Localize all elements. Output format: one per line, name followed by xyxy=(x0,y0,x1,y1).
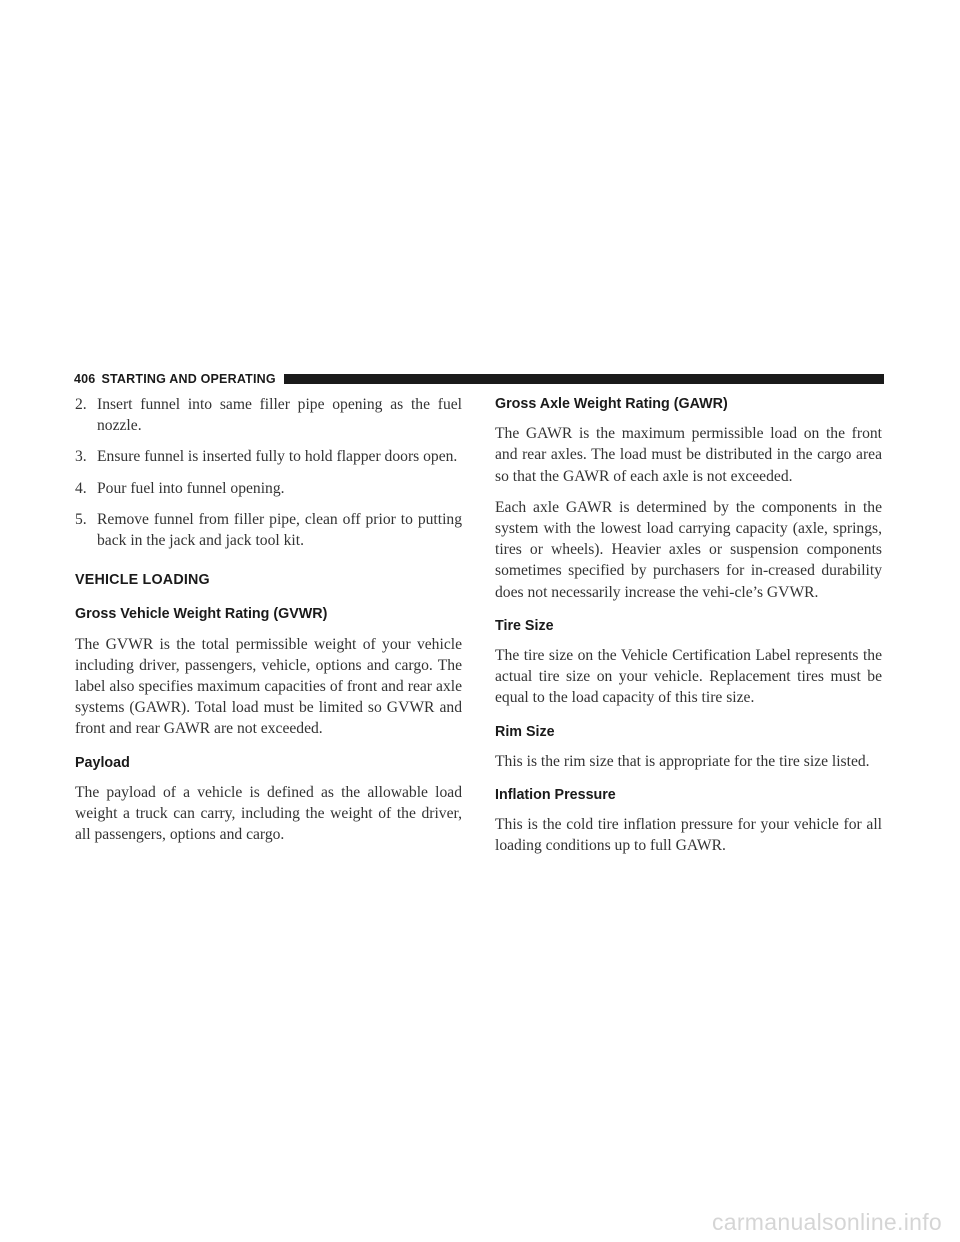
left-column xyxy=(75,394,462,855)
step-number: 5. xyxy=(75,510,87,528)
step-number: 4. xyxy=(75,479,87,497)
tire-size-heading: Tire Size xyxy=(495,617,554,634)
tire-size-paragraph: The tire size on the Vehicle Certification Label represents the actual tire size on your vehicle. Replacement tires must be equal to the load capacity of this tire size. xyxy=(495,647,882,707)
list-item xyxy=(75,478,462,499)
payload-heading: Payload xyxy=(75,754,130,771)
page-number: 406 xyxy=(74,372,96,386)
watermark: carmanualsonline.info xyxy=(711,1209,942,1235)
inflation-pressure-paragraph: This is the cold tire inflation pressure for your vehicle for all loading conditions up to full GAWR. xyxy=(495,816,882,855)
step-number: 3. xyxy=(75,448,87,466)
payload-paragraph: The payload of a vehicle is defined as the allowable load weight a truck can carry, including the weight of the driver, all passengers, options and cargo. xyxy=(75,783,462,844)
step-text: Remove funnel from filler pipe, clean off prior to putting back in the jack and jack tool kit. xyxy=(97,510,462,550)
right-column xyxy=(495,394,882,867)
inflation-pressure-heading: Inflation Pressure xyxy=(495,787,616,804)
step-text: Pour fuel into funnel opening. xyxy=(97,479,285,497)
header-rule xyxy=(284,374,884,384)
step-text: Ensure funnel is inserted fully to hold flapper doors open. xyxy=(97,448,458,466)
gvwr-heading: Gross Vehicle Weight Rating (GVWR) xyxy=(75,606,328,623)
rim-size-paragraph: This is the rim size that is appropriate for the tire size listed. xyxy=(495,752,870,770)
vehicle-loading-heading: VEHICLE LOADING xyxy=(75,572,210,589)
list-item xyxy=(75,394,462,436)
gawr-paragraph-1: The GAWR is the maximum permissible load on the front and rear axles. The load must be distributed in the cargo area so that the GAWR of each axle is not exceeded. xyxy=(495,425,882,485)
list-item xyxy=(75,509,462,551)
section-title: STARTING AND OPERATING xyxy=(101,372,276,386)
gvwr-paragraph: The GVWR is the total permissible weight of your vehicle including driver, passengers, vehicle, options and cargo. The label also specifies maximum capacities of front and rear axle systems (GAWR). Total load must be limited so GVWR and front and rear GAWR are not exceeded. xyxy=(75,635,462,738)
gawr-paragraph-2: Each axle GAWR is determined by the components in the system with the lowest load carrying capacity (axle, springs, tires or wheels). Heavier axles or suspension components sometimes specified by purchasers for in-creased durability does not necessarily increase the vehi-cle’s GVWR. xyxy=(495,498,882,601)
gawr-heading: Gross Axle Weight Rating (GAWR) xyxy=(495,396,728,412)
rim-size-heading: Rim Size xyxy=(495,723,555,740)
step-text: Insert funnel into same filler pipe opening as the fuel nozzle. xyxy=(97,396,462,435)
step-number: 2. xyxy=(75,396,87,413)
page-header xyxy=(74,371,884,387)
list-item xyxy=(75,446,462,467)
